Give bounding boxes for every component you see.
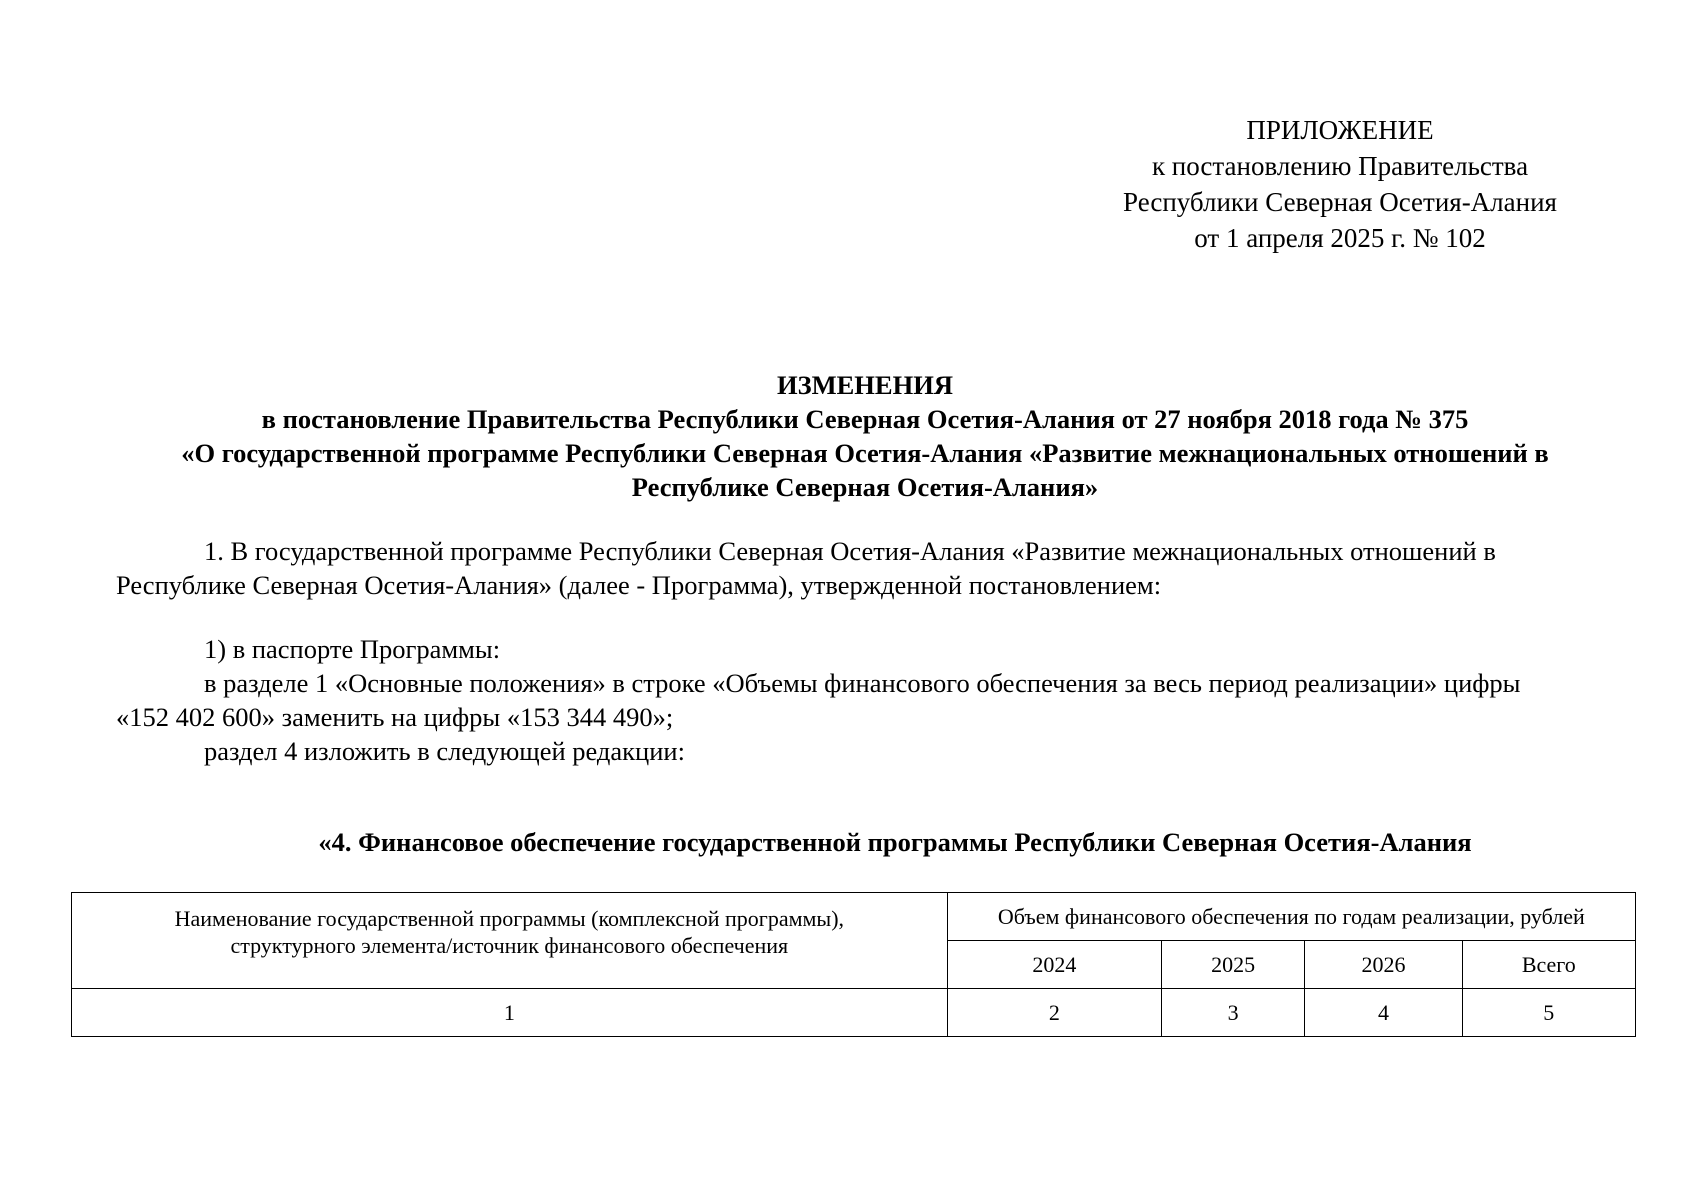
name-header-line: структурного элемента/источник финансового обеспечения [230, 933, 789, 958]
title-heading: ИЗМЕНЕНИЯ [777, 370, 953, 400]
column-number-cell: 2 [947, 989, 1161, 1037]
column-number-cell: 1 [72, 989, 948, 1037]
year-2024-cell: 2024 [947, 941, 1161, 989]
name-header-cell [72, 893, 948, 989]
paragraph-2 [116, 632, 1596, 768]
paragraph-line: Республике Северная Осетия-Алания» (далее - Программа), утвержденной постановлением: [116, 570, 1162, 600]
title-line: в постановление Правительства Республики Северная Осетия-Алания от 27 ноября 2018 года № 375 [261, 404, 1469, 434]
appendix-region: Республики Северная Осетия-Алания [1123, 187, 1557, 217]
year-2025-cell: 2025 [1162, 941, 1305, 989]
paragraph-line: 1) в паспорте Программы: [204, 634, 501, 664]
paragraph-line: в разделе 1 «Основные положения» в строке «Объемы финансового обеспечения за весь период реализации» цифры [204, 668, 1521, 698]
name-header-line: Наименование государственной программы (комплексной программы), [174, 906, 845, 931]
paragraph-line: 1. В государственной программе Республики Северная Осетия-Алания «Развитие межнациональных отношений в [204, 536, 1496, 566]
paragraph-1 [116, 534, 1596, 602]
paragraph-line: «152 402 600» заменить на цифры «153 344 490»; [116, 702, 674, 732]
appendix-block [1100, 112, 1580, 256]
appendix-date-number: от 1 апреля 2025 г. № 102 [1194, 223, 1486, 253]
table-header-row [72, 893, 1636, 941]
appendix-title: ПРИЛОЖЕНИЕ [1246, 115, 1434, 145]
section-heading: «4. Финансовое обеспечение государственной программы Республики Северная Осетия-Алания [318, 827, 1472, 857]
volume-header-cell: Объем финансового обеспечения по годам реализации, рублей [947, 893, 1635, 941]
column-number-cell: 3 [1162, 989, 1305, 1037]
column-number-cell: 5 [1462, 989, 1635, 1037]
year-2026-cell: 2026 [1305, 941, 1462, 989]
document-title [80, 368, 1650, 504]
title-line: Республике Северная Осетия-Алания» [631, 472, 1099, 502]
paragraph-line: раздел 4 изложить в следующей редакции: [204, 736, 685, 766]
financing-table [71, 892, 1636, 1037]
appendix-reference: к постановлению Правительства [1151, 151, 1529, 181]
title-line: «О государственной программе Республики Северная Осетия-Алания «Развитие межнациональных отношений в [181, 438, 1549, 468]
table-row [72, 989, 1636, 1037]
column-number-cell: 4 [1305, 989, 1462, 1037]
total-header-cell: Всего [1462, 941, 1635, 989]
